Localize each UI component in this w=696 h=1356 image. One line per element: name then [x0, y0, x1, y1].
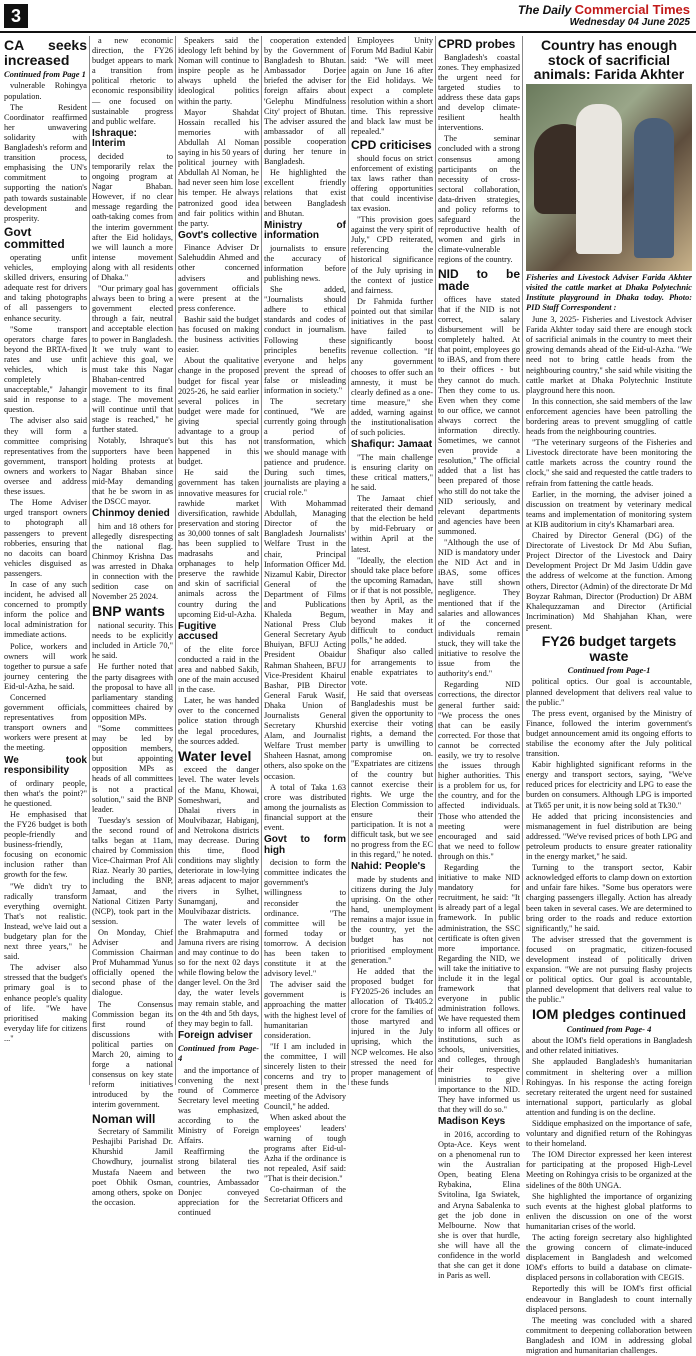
headline-foreign-adviser: Foreign adviser — [178, 1029, 253, 1041]
paragraph: The adviser also said they will form a committee comprising representatives from the government, transport owners and workers to oversee and address these issues. — [4, 416, 87, 497]
column-divider — [435, 36, 436, 1085]
continued-note: Continued from Page- 4 — [566, 1024, 652, 1035]
paragraph: "If I am included in the committee, I will sincerely listen to their concerns and try to present them in the meeting of the Advisory Council," he added. — [264, 1041, 346, 1112]
brand — [518, 2, 690, 17]
header-rule — [0, 31, 696, 33]
paragraph: The water levels of the Brahmaputra and Jamuna rivers are rising and may continue to do so for the next 02 days while flowing below the danger level. On the 3rd day, the water levels may remain stable, and on the 4th and 5th days, they may begin to fall. — [178, 917, 259, 1028]
paragraph: Earlier, in the morning, the adviser joined a discussion on treatment by veterinary medical teams and implementation of monitoring system at KIB auditorium in city's Khamarbari area. — [526, 489, 692, 529]
paragraph: The Home Adviser urged transport owners to photograph all passengers to prevent robberies, ensuring that no dacoits can board vehicles disguised as passengers. — [4, 498, 87, 578]
paragraph: The adviser stressed that the government is focused on pragmatic, citizen-focused development instead of politically driven expansion. "We are not pursuing flashy projects or political optics. Our goal is accountable, planned development that delivers real value to the public." — [526, 934, 692, 1005]
headline-fugitive-accused: Fugitive accused — [178, 620, 219, 643]
paragraph: Bangladesh's coastal zones. They emphasized the urgent need for targeted studies to address these data gaps and develop climate-resilient health interventions. — [438, 52, 520, 133]
paragraph: The Jamaat chief reiterated their demand that the election be held by mid-February or within April at the latest. — [351, 494, 433, 554]
paragraph: "Although the use of NID is mandatory under the NID Act and in iBAS, some offices have still shown negligence. They mentioned that if the salaries and allowances of the concerned individuals remain stuck, they will take the initiative to resolve the issue from the authority's end." — [438, 538, 520, 679]
headline-bnp-wants: BNP wants — [92, 603, 165, 620]
column-7 — [526, 36, 692, 1356]
headline-ministry-information: Ministry of information — [264, 219, 346, 242]
continued-note: Continued from Page-1 — [567, 665, 651, 676]
paragraph: vulnerable Rohingya population. — [4, 81, 87, 101]
paragraph: Mayor Shahdat Hossain recalled his memories with Abdullah Al Noman saying in his 50 years of political journey with Abdullah Al Noman, he had never seen him lose his temper. He always patronized good idea and fair politics within the party. — [178, 107, 259, 228]
column-divider — [175, 36, 176, 1085]
paragraph: of ordinary people, then what's the point?" he questioned. — [4, 778, 87, 808]
paragraph: and the importance of convening the next round of Commerce Secretary level meeting was emphasized, according to the Ministry of Foreign Affairs. — [178, 1065, 259, 1146]
paragraph: He said the government has taken innovative measures for rawhide market diversification, rawhide preservation and storing as 30,000 tonnes of salt has been supplied to madrasahs and orphanages to help preserve the rawhide and skin of sacrificial animals across the country during the upcoming Eid-ul-Azha. — [178, 468, 259, 619]
photo-caption: Fisheries and Livestock Adviser Farida Akhter visited the cattle market at Dhaka Polytechnic Institute playground in Dhaka today. Photo: PID Staff Correspondent : — [526, 273, 692, 313]
paragraph: decision to form the committee indicates the government's willingness to reconsider the ordinance. "The committee will be formed today or tomorrow. A decision has been taken to constitute it at the advisory level." — [264, 858, 346, 979]
headline-we-took: We took responsibility — [4, 754, 87, 777]
paragraph: Chaired by Director General (DG) of the Directorate of Livestock Dr Md Abu Sufian, Project Director of the Livestock and Dairy Development Project Dr Md Jasim Uddin gave the address of welcome at the function. Among others, Director (Admin) of the directorate Dr Md Boyzar Rahman, Director (Production) Dr ABM Khalequzzaman and Director (Artificial Incrimination) Md Shahjahan Khan, were present. — [526, 531, 692, 631]
paragraph: The seminar concluded with a strong consensus among participants on the necessity of cross-sectoral collaboration, data-driven strategies, and policy reforms to safeguard the reproductive health of women and girls in climate-vulnerable regions of the country. — [438, 134, 520, 265]
headline-iom-pledges: IOM pledges continued — [531, 1006, 686, 1023]
paragraph: Regarding the initiative to make NID mandatory for recruitment, he said: "It is already part of a legal framework. In public administration, the SSC certificate is often given more importance. Regarding the NID, we will take the initiative to include it in the legal framework that everyone in public administration follows. We have requested them to inform all offices or institutions, such as schools, universities, and colleges, through their respective ministries to give importance to the NID. They have informed us that they will do so." — [438, 863, 520, 1115]
paragraph: Notably, Ishraque's supporters have been holding protests at Nagar Bhaban since mid-May demanding that he be sworn in as the DSCC mayor. — [92, 436, 173, 507]
issue-date: Wednesday 04 June 2025 — [569, 17, 690, 28]
paragraph: He said that overseas Bangladeshis must be given the opportunity to exercise their voting rights, a demand the party is unwilling to compromise on. "Expatriates are citizens of the country but cannot exercise their rights. We urge the Election Commission to ensure their participation. It is not a difficult task, but we see no progress from the EC in this regard," he noted. — [351, 688, 433, 860]
column-6 — [438, 36, 520, 1281]
paragraph: When asked about the employees' leaders' warning of tough programs after Eid-ul-Azha if the ordinance is not repealed, Asif said: "That is their decision." — [264, 1113, 346, 1184]
paragraph: He highlighted the excellent friendly relations that exist between Bangladesh and Bhutan. — [264, 168, 346, 218]
paragraph: political optics. Our goal is accountable, planned development that delivers real value to the public." — [526, 677, 692, 707]
paragraph: "We didn't try to radically transform everything overnight. That's not realistic. Instead, we've laid out a budgetary plan for the next three years," he said. — [4, 881, 87, 962]
paragraph: With Mohammad Abdullah, Managing Director of the Bangladesh Journalists' Welfare Trust in the chair, Principal Information Officer Md. Nizamul Kabir, Director General of the Department of Films and Publications Khaleda Begum, National Press Club General Secretary Ayub Bhuiyan, BFUJ Acting President Obaidur Rahman Shaheen, BFUJ Vice-President Khairul Bashar, PIB Director General Faruk Wasif, Dhaka Union of Journalists General Secretary Khurshid Alam, and Journalist Welfare Trust member Shaheen Hasnat, among others, also spoke on the occasion. — [264, 499, 346, 781]
paragraph: In case of any such incident, he advised all concerned to promptly inform the police and local administration for immediate actions. — [4, 579, 87, 640]
paragraph: "Ideally, the election should take place before the upcoming Ramadan, or if that is not possible, then by April, as the weather in May and beyond makes it difficult to conduct polls," he added. — [351, 555, 433, 646]
headline-ishraque: Ishraque: Interim — [92, 127, 138, 150]
news-photo — [526, 84, 692, 271]
paragraph: made by students and citizens during the July uprising. On the other hand, unemployment remains a major issue in the country, yet the budget has not prioritised employment generation." — [351, 874, 433, 965]
paragraph: exceed the danger level. The water levels of the Manu, Khowai, Someshwari, and Dhalai rivers in Moulvibazar, Habiganj, and Netrokona districts may decrease. During this time, flood conditions may slightly deteriorate in low-lying areas adjacent to major rivers in Sylhet, Sunamganj, and Moulvibazar districts. — [178, 765, 259, 916]
headline-chinmoy: Chinmoy denied — [92, 508, 170, 520]
paragraph: of the elite force conducted a raid in the area and nabbed Sakib, one of the main accused in the case. — [178, 644, 259, 695]
column-divider — [261, 36, 262, 1085]
paragraph: Speakers said the ideology left behind by Noman will continue to inspire people as he always upheld the ideological politics within the party. — [178, 36, 259, 106]
paragraph: The press event, organised by the Ministry of Finance, followed the interim government's budget announcement amid its ongoing efforts to stabilise the economy after the July political transition. — [526, 708, 692, 759]
paragraph: about the IOM's field operations in Bangladesh and other related initiatives. — [526, 1036, 692, 1056]
brand-name: Commercial Times — [574, 2, 690, 17]
headline-sacrificial-animals: Country has enough stock of sacrificial animals: Farida Akhter — [533, 37, 685, 83]
paragraph: Co-chairman of the Secretariat Officers and — [264, 1185, 346, 1205]
paragraph: She applauded Bangladesh's humanitarian commitment in sheltering over a million Rohingyas. In his response the acting foreign secretary reiterated the urgent need for sustained international support, particularly as global attention and funding is on the decline. — [526, 1057, 692, 1117]
paragraph: The IOM Director expressed her keen interest for participating at the proposed High-Level Meeting on Rohingya crisis to be organized at the sidelines of the 80th UNGA. — [526, 1150, 692, 1190]
paragraph: offices have stated that if the NID is not correct, salary disbursement will be completely halted. At that point, employees go to iBAS, and from there to their offices - but they cannot do much. Then they come to us. Even when they come to our office, we cannot always correct the information directly. Sometimes, we cannot even provide a resolution," The official added that a list has been prepared of those who still do not take the NID seriously, and relevant departments and agencies have been summoned. — [438, 294, 520, 536]
masthead — [518, 2, 690, 28]
photo-person — [634, 118, 674, 258]
paragraph: Concerned government officials, representatives from transport owners and workers were present at the meeting. — [4, 693, 87, 753]
paragraph: He added that the proposed budget for FY2025-26 includes an allocation of Tk405.2 crore for the families of those martyred and injured in the July uprising, which the NCP welcomes. He also stressed the need for proper management of these funds — [351, 966, 433, 1087]
paragraph: him and 18 others for allegedly disrespecting the national flag. Chinmoy Krishna Das was arrested in Dhaka in connection with the sedition case on November 25 2024. — [92, 521, 173, 602]
paragraph: "Some committees may be led by opposition members, but appointing opposition MPs as heads of all committees is not a practical solution," said the BNP leader. — [92, 724, 173, 814]
paragraph: "The main challenge is ensuring clarity on these critical matters," he said. — [351, 452, 433, 492]
paragraph: a new economic direction, the FY26 budget appears to mark a transition from political rhetoric to economic responsibility — one focused on sustainable progress and public welfare. — [92, 36, 173, 126]
headline-noman-will: Noman will — [92, 1111, 156, 1126]
continued-note: Continued from Page 1 — [4, 69, 86, 80]
paragraph: He emphasised that the FY26 budget is both people-friendly and business-friendly, focusing on economic inclusion rather than growth for the few. — [4, 809, 87, 880]
paragraph: The Resident Coordinator reaffirmed her unwavering solidarity with Bangladesh's reform and transition process, emphasising the UN's commitment to supporting the nation's path towards sustainable development and prosperity. — [4, 102, 87, 223]
paragraph: The acting foreign secretary also highlighted the growing concern of climate-induced displacement in Bangladesh and welcomed IOM's efforts to build a database on climate-displaced persons in collaboration with CEGIS. — [526, 1233, 692, 1283]
paragraph: Later, he was handed over to the concerned police station through the legal procedures, the sources added. — [178, 696, 259, 746]
paragraph: decided to temporarily relax the ongoing program at Nagar Bhaban. However, if no clear message regarding the oath-taking comes from the interim government after the Eid holidays, we will launch a more intense movement along with all residents of Dhaka." — [92, 151, 173, 282]
paragraph: The secretary continued, "We are currently going through a period of transformation, which we should manage with patience and prudence. During such times, journalists are playing a crucial role." — [264, 397, 346, 497]
paragraph: The adviser also stressed that the budget's primary goal is to enhance people's quality of life. "We have prioritised making everyday life for citizens ..." — [4, 963, 87, 1043]
paragraph: Siddique emphasized on the importance of safe, voluntary and dignified return of the Rohingyas to their homeland. — [526, 1118, 692, 1149]
paragraph: June 3, 2025- Fisheries and Livestock Adviser Farida Akhter today said there are enough stock of sacrificial animals in the country to meet their growing demands ahead of the Eid-ul-Azha. "We need not to bring cattle heads from the neighbouring country," she said while visiting the cattle market at Dhaka Polytechnic Institute playground here this noon. — [526, 315, 692, 395]
headline-ca-seeks: CA seeks increased — [4, 37, 87, 68]
paragraph: Police, workers and owners will work together to pursue a safe journey centering the Eid-ul-Azha, he said. — [4, 641, 87, 691]
headline-cpd-criticises: CPD criticises — [351, 137, 432, 152]
paragraph: Bashir said the budget has focused on making the business activities easier. — [178, 314, 259, 355]
column-divider — [522, 36, 523, 1085]
paragraph: operating unfit vehicles, employing skilled drivers, ensuring adequate rest for drivers and taking photographs of all passengers to enhance security. — [4, 252, 87, 323]
headline-fy26-budget: FY26 budget targets waste — [541, 632, 677, 664]
paragraph: He further noted that the party disagrees with the proposal to have all parliamentary standing committees chaired by opposition MPs. — [92, 662, 173, 722]
paragraph: She added, "Journalists should adhere to ethical standards and codes of conduct in journalism. Following these principles benefits everyone and helps prevent the spread of false or misleading information in society." — [264, 285, 346, 395]
paragraph: A total of Taka 1.63 crore was distributed among the journalists as financial support at the event. — [264, 782, 346, 833]
paragraph: "Our primary goal has always been to bring a government elected through a fair, neutral and acceptable election to power in Bangladesh. It we truly want to achieve this goal, we must take this Nagar Bhaban-centred movement to its final stage. The movement will continue until that stage is reached," he further stated. — [92, 284, 173, 435]
paragraph: "This provision goes against the very spirit of July," CPD reiterated, referencing the historical significance of the July uprising in the context of justice and fairness. — [351, 215, 433, 295]
paragraph: should focus on strict enforcement of existing tax laws rather than offering opportunities that could incentivise tax evasion. — [351, 153, 433, 213]
paragraph: In this connection, she said members of the law enforcement agencies have been patrolling the bordering areas to prevent smuggling of cattle heads from the neighbouring countries. — [526, 396, 692, 437]
paragraph: Finance Adviser Dr Salehuddin Ahmed and other concerned advisers and government officials were present at the press conference. — [178, 243, 259, 313]
column-1 — [4, 36, 87, 1081]
headline-govt-committed: Govt committed — [4, 224, 65, 252]
paragraph: Shafiqur also called for arrangements to enable expatriates to vote. — [351, 647, 433, 687]
paragraph: journalists to ensure the accuracy of information before publishing news. — [264, 243, 346, 283]
paragraph: Turning to the transport sector, Kabir acknowledged efforts to clamp down on extortion and unfair fare hikes. "Some bus operators were charging passengers illegally. Action has already been taken in several cases. We are determined to bring order to the roads and reduce extortion significantly," he said. — [526, 863, 692, 933]
headline-nahid: Nahid: People's — [351, 861, 426, 873]
paragraph: cooperation extended by the Government of Bangladesh to Bhutan. Ambassador Dorjee briefed the adviser for foreign affairs about 'Gelephu Mindfulness City' project of Bhutan. The adviser assured the ambassador of all possible cooperation during her tenure in Bangladesh. — [264, 36, 346, 167]
column-3 — [178, 36, 259, 1217]
paragraph: On Monday, Chief Adviser and Commission Chairman Prof Muhammad Yunus officially opened the second phase of the dialogue. — [92, 927, 173, 998]
continued-note: Continued from Page- 4 — [178, 1043, 259, 1064]
paragraph: "Some transport operators charge fares beyond the BRTA-fixed rates and use unfit vehicles, which is completely unacceptable," Jahangir said in response to a question. — [4, 324, 87, 415]
photo-person — [576, 104, 622, 254]
column-divider — [89, 36, 90, 1085]
paragraph: Employees Unity Forum Md Badiul Kabir said: "We will meet again on June 16 after the Eid holidays. We expect a complete resolution within a short time. This repressive and black law must be repealed." — [351, 36, 433, 136]
paragraph: Dr Fahmida further pointed out that similar initiatives in the past have failed to significantly boost revenue collection. "If any government chooses to offer such an amnesty, it must be clearly defined as a one-time measure," she added, warning against the institutionalisation of such policies. — [351, 296, 433, 438]
column-5 — [351, 36, 433, 1087]
paragraph: national security. This needs to be explicitly included in Article 70," he said. — [92, 621, 173, 661]
headline-shafiqur: Shafiqur: Jamaat — [351, 439, 433, 451]
paragraph: Secretary of Sammilit Peshajibi Parishad Dr. Khurshid Jamil Chowdhury, journalist Mustafa Naeem and poet Obhik Osman, among others, spoke on the occasion. — [92, 1127, 173, 1207]
paragraph: She highlighted the importance of organizing such events at the highest global platforms to enliven the discussion on one of the worst humanitarian crises of the world. — [526, 1191, 692, 1231]
column-2 — [92, 36, 173, 1207]
paragraph: Reportedly this will be IOM's first official endeavour in Bangladesh to count internally displaced persons. — [526, 1284, 692, 1314]
headline-nid-made: NID to be made — [438, 266, 520, 294]
paragraph: Regarding NID corrections, the director general further said: "We process the ones that can be easily corrected. For those that cannot be corrected easily, we try to resolve the issues through higher authorities. This is a problem for us, for the country, and for the affected individuals. Those who attended the meeting were encouraged and said that we need to follow through on this." — [438, 680, 520, 861]
paragraph: The adviser said the government is approaching the matter with the highest level of humanitarian consideration. — [264, 980, 346, 1040]
paragraph: He added that pricing inconsistencies and mismanagement in fuel distribution are being addressed. "We've revised prices of both LPG and petroleum products to ensure greater rationality in the energy market," he said. — [526, 811, 692, 862]
headline-madison-keys: Madison Keys — [438, 1116, 506, 1128]
paragraph: Tuesday's session of the second round of talks began at 11am, chaired by Commission Vice-Chairman Prof Ali Riaz. Nearly 30 parties, including the BNP, Jamaat, and the National Citizen Party (NCP), took part in the session. — [92, 815, 173, 926]
headline-cprd-probes: CPRD probes — [438, 37, 516, 51]
paragraph: The meeting was concluded with a shared commitment to deepening collaboration between Bangladesh and IOM in addressing global migration and humanitarian challenges. — [526, 1315, 692, 1356]
paragraph: Kabir highlighted significant reforms in the energy and transport sectors, saying, "We've reduced prices for electricity and LPG to ease the burden on consumers. Although LPG is imported at Tk65 per unit, it is now being sold at Tk30." — [526, 760, 692, 810]
column-4 — [264, 36, 346, 1205]
headline-water-level: Water level — [178, 747, 252, 764]
paragraph: The Consensus Commission began its first round of discussions with political parties on March 20, aiming to forge a national consensus on key state reform initiatives introduced by the interim government. — [92, 999, 173, 1110]
paragraph: About the qualitative change in the proposed budget for fiscal year 2025-26, he said earlier several polices in budget were made for giving special advantage to a group but this has not happened in this budget. — [178, 356, 259, 467]
headline-govt-form-high: Govt to form high — [264, 834, 346, 856]
column-divider — [348, 36, 349, 1085]
page-number: 3 — [4, 4, 28, 28]
paragraph: Reaffirming the strong bilateral ties between the two countries, Ambassador Donjec conveyed appreciation for the continued — [178, 1147, 259, 1217]
paragraph: in 2016, according to Opta-Ace. Keys went on a phenomenal run to win the Australian Open, beating Elena Rybakina, Elina Svitolina, Iga Swiatek, and Aryna Sabalenka to get the job done in Melbourne. Now that she is over that hurdle, she will have all the confidence in the world that she can get it done in Paris as well. — [438, 1129, 520, 1281]
brand-prefix: The Daily — [517, 3, 572, 17]
paragraph: "The veterinary surgeons of the Fisheries and Livestock directorate have been monitoring the cattle markets across the country round the clock," she said and requested the cattle traders to refrain from fattening the cattle heads. — [526, 438, 692, 488]
headline-govts-collective: Govt's collective — [178, 229, 258, 241]
